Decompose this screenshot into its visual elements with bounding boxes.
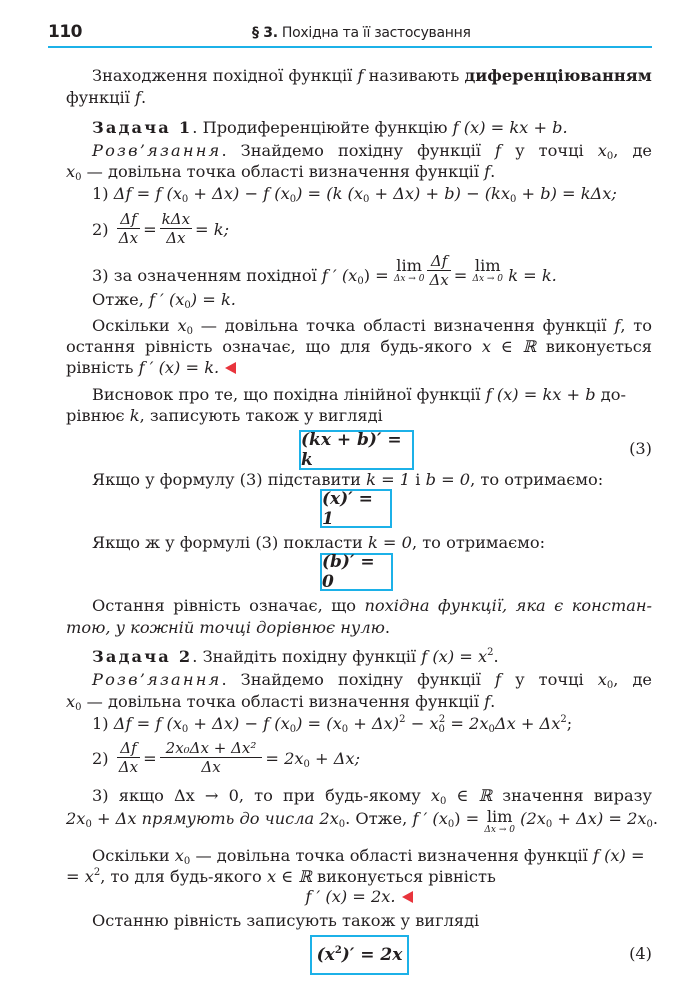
equation-number-3: (3) — [629, 439, 652, 458]
task-2-step-1: 1) Δf = f $(x_0 + \Delta x) - f$ $(x_0) = (x_0 + \Delta x)^2 - x_0^2 = 2x_0\Delta x + \Delta x^2$; — [92, 714, 573, 735]
result-formula-2: f ′ (x) = 2x. — [66, 887, 652, 907]
end-of-solution-marker-icon — [225, 362, 236, 374]
conclusion-paragraph-cont: рівнює k, записують також у вигляді — [66, 406, 383, 425]
since-paragraph: Оскільки $x_0$ — довільна точка області визначення функції f, то — [92, 316, 652, 337]
since-2-paragraph-cont: = $x^2$, то для будь-якого x ∈ ℝ виконується рівність — [66, 867, 496, 886]
limit: lim Δx → 0 — [472, 256, 504, 284]
substitution-2-paragraph: Якщо ж у формулі (3) покласти k = 0, то отримаємо: — [92, 533, 546, 552]
end-of-solution-marker-icon — [402, 891, 413, 903]
running-header — [252, 25, 471, 41]
section-label: § 3. — [252, 25, 278, 41]
task-2-heading: Задача 2. Знайдіть похідну функції f $(x) = x^2$. — [92, 647, 499, 666]
equation-number-4: (4) — [629, 944, 652, 963]
formula-box-x-derivative: (x)′ = 1 — [320, 489, 392, 528]
solution-2-intro: Розв’язання. Знайдемо похідну функції f у точці $x_0$, де — [92, 670, 652, 691]
task-1-step-3: 3) за означенням похідної f ′ $(x_0)$ = lim Δx → 0 $\frac{\Delta f}{\Delta x}$ = lim Δx → 0 k = k. — [92, 252, 557, 289]
constant-paragraph-cont: тою, у кожній точці дорівнює нулю. — [66, 618, 391, 637]
solution-1-intro: Розв’язання. Знайдемо похідну функції f у точці $x_0$, де — [92, 141, 652, 162]
fraction: $\frac{\Delta f}{\Delta x}$ — [118, 210, 139, 247]
task-2-step-3-cont: $2x_0 + \Delta x$ прямують до числа $2x_0$. Отже, f ′ $(x_0)$ = lim Δx → 0 $(2x_0 + \Delta x) = 2x_0$. — [66, 807, 659, 835]
since-2-paragraph: Оскільки $x_0$ — довільна точка області визначення функції f (x) = — [92, 846, 645, 867]
task-1-step-2: 2) $\frac{\Delta f}{\Delta x}$ = $\frac{\text{kΔx}}{\Delta x}$ = k; — [92, 210, 230, 247]
limit: lim Δx → 0 — [393, 256, 425, 284]
task-1-label: Задача 1 — [92, 118, 193, 137]
task-2-step-2: 2) $\frac{\Delta f}{\Delta x}$ = $\frac{\text{2x₀Δx + Δx²}}{\Delta x}$ = $2x_0 + \Delta x$; — [92, 739, 361, 776]
task-1-step-1: 1) Δf = f $(x_0 + \Delta x) - f$ $(x_0) = (k$ $(x_0 + \Delta x) + b) - (kx_0 + b) = k\Delta x$; — [92, 184, 617, 205]
constant-paragraph: Остання рівність означає, що похідна функції, яка є констан- — [92, 596, 652, 615]
solution-2-intro-cont: $x_0$ — довільна точка області визначення функції f. — [66, 692, 496, 713]
fraction: $\frac{\Delta f}{\Delta x}$ — [429, 252, 449, 289]
conclusion-paragraph: Висновок про те, що похідна лінійної функції f (x) = kx + b до- — [92, 385, 626, 404]
since-paragraph-cont: остання рівність означає, що для будь-якого x ∈ ℝ виконується — [66, 337, 652, 356]
solution-label: Розв’язання — [92, 141, 222, 160]
fraction: $\frac{\text{2x₀Δx + Δx²}}{\Delta x}$ — [160, 739, 263, 776]
task-2-step-3: 3) якщо Δx → 0, то при будь-якому $x_0$ ∈ ℝ значення виразу — [92, 786, 652, 807]
formula-box-square-derivative: $(x^2)' = 2x$ — [310, 935, 409, 975]
fraction: $\frac{\Delta f}{\Delta x}$ — [118, 739, 139, 776]
formula-box-constant-derivative: (b)′ = 0 — [320, 553, 393, 591]
formula-box-linear-derivative: (kx + b)′ = k — [299, 430, 414, 470]
term-differentiation: диференціюванням — [464, 66, 652, 85]
section-title: Похідна та її застосування — [281, 25, 471, 41]
substitution-paragraph: Якщо у формулу (3) підставити k = 1 і b = 0, то отримаємо: — [92, 470, 604, 489]
write-also-paragraph: Останню рівність записують також у вигляді — [92, 911, 480, 930]
paragraph-differentiation: Знаходження похідної функції f називають диференціюванням — [92, 66, 652, 85]
task-1-therefore: Отже, f ′ $(x_0) = k$. — [92, 290, 236, 311]
since-paragraph-end: рівність f ′ (x) = k. — [66, 358, 652, 378]
solution-1-intro-cont: $x_0$ — довільна точка області визначення функції f. — [66, 162, 496, 183]
constant-rule-italic: похідна функції, яка є констан- — [364, 596, 652, 615]
page-number: 110 — [48, 22, 82, 42]
limit: lim Δx → 0 — [484, 807, 515, 835]
solution-label: Розв’язання — [92, 670, 222, 689]
header-rule — [48, 46, 652, 48]
paragraph-differentiation-cont: функції f. — [66, 88, 147, 107]
task-1-heading: Задача 1. Продиференціюйте функцію f (x) = kx + b. — [92, 118, 568, 137]
task-2-label: Задача 2 — [92, 647, 193, 666]
fraction: $\frac{\text{kΔx}}{\Delta x}$ — [161, 210, 191, 247]
